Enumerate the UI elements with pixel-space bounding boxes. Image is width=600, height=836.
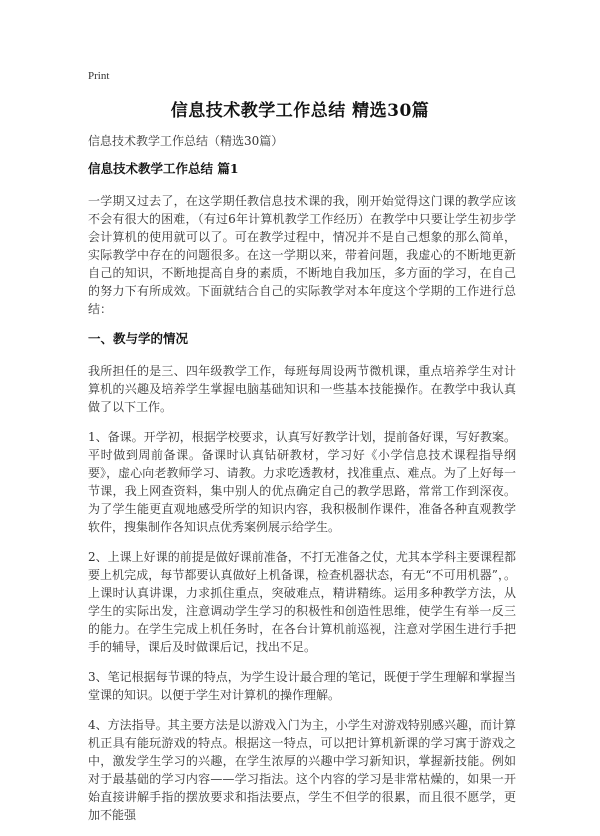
document-title: 信息技术教学工作总结 精选30篇: [170, 101, 430, 121]
document-body: [88, 160, 516, 836]
section-heading-article-1: 信息技术教学工作总结 篇1: [88, 161, 239, 176]
paragraph-method-guidance: 4、方法指导。其主要方法是以游戏入门为主，小学生对游戏特别感兴趣，而计算机正具有能玩游戏的特点。根据这一特点，可以把计算机新课的学习寓于游戏之中，激发学生学习的兴趣，在学生浓厚的兴趣中学习新知识，掌握新技能。例如对于最基础的学习内容——学习指法。这个内容的学习是非常枯燥的，如果一开始直接讲解手指的摆放要求和指法要点，学生不但学的很累，而且很不愿学，更加不能强: [88, 718, 516, 822]
document-subtitle: 信息技术教学工作总结（精选30篇）: [88, 134, 284, 148]
paragraph-class-teaching: 2、上课上好课的前提是做好课前准备，不打无准备之仗，尤其本学科主要课程都要上机完成，每节都要认真做好上机备课，检查机器状态，有无“不可用机器”，。上课时认真讲课，力求抓住重点，突破难点，精讲精练。运用多种教学方法，从学生的实际出发，注意调动学生学习的积极性和创造性思维，使学生有举一反三的能力。在学生完成上机任务时，在各台计算机前巡视，注意对学困生进行手把手的辅导，课后及时做课后记，找出不足。: [88, 550, 516, 654]
paragraph-intro: 一学期又过去了，在这学期任教信息技术课的我，刚开始觉得这门课的教学应该不会有很大的困难，（有过6年计算机教学工作经历）在教学中只要让学生初步学会计算机的使用就可以了。可在教学过程中，情况并不是自己想象的那么简单，实际教学中存在的问题很多。在这一学期以来，带着问题，我虚心的不断地更新自己的知识，不断地提高自身的素质，不断地自我加压，多方面的学习，在自己的努力下有所成效。下面就结合自己的实际教学对本年度这个学期的工作进行总结：: [88, 194, 516, 316]
section-heading-teaching: 一、教与学的情况: [88, 331, 189, 346]
paragraph-lesson-prep: 1、备课。开学初，根据学校要求，认真写好教学计划，提前备好课，写好教案。平时做到周前备课。备课时认真钻研教材，学习好《小学信息技术课程指导纲要》，虚心向老教师学习、请教。力求吃透教材，找准重点、难点。为了上好每一节课，我上网查资料，集中别人的优点确定自己的教学思路，常常工作到深夜。为了学生能更直观地感受所学的知识内容，我积极制作课件，准备各种直观教学软件，搜集制作各知识点优秀案例展示给学生。: [88, 430, 516, 534]
paragraph-notes: 3、笔记根据每节课的特点，为学生设计最合理的笔记，既便于学生理解和掌握当堂课的知识。以便于学生对计算机的操作理解。: [88, 670, 516, 702]
print-label: Print: [88, 70, 110, 82]
paragraph-teaching-overview: 我所担任的是三、四年级教学工作，每班每周设两节微机课，重点培养学生对计算机的兴趣及培养学生掌握电脑基础知识和一些基本技能操作。在教学中我认真做了以下工作。: [88, 364, 516, 414]
